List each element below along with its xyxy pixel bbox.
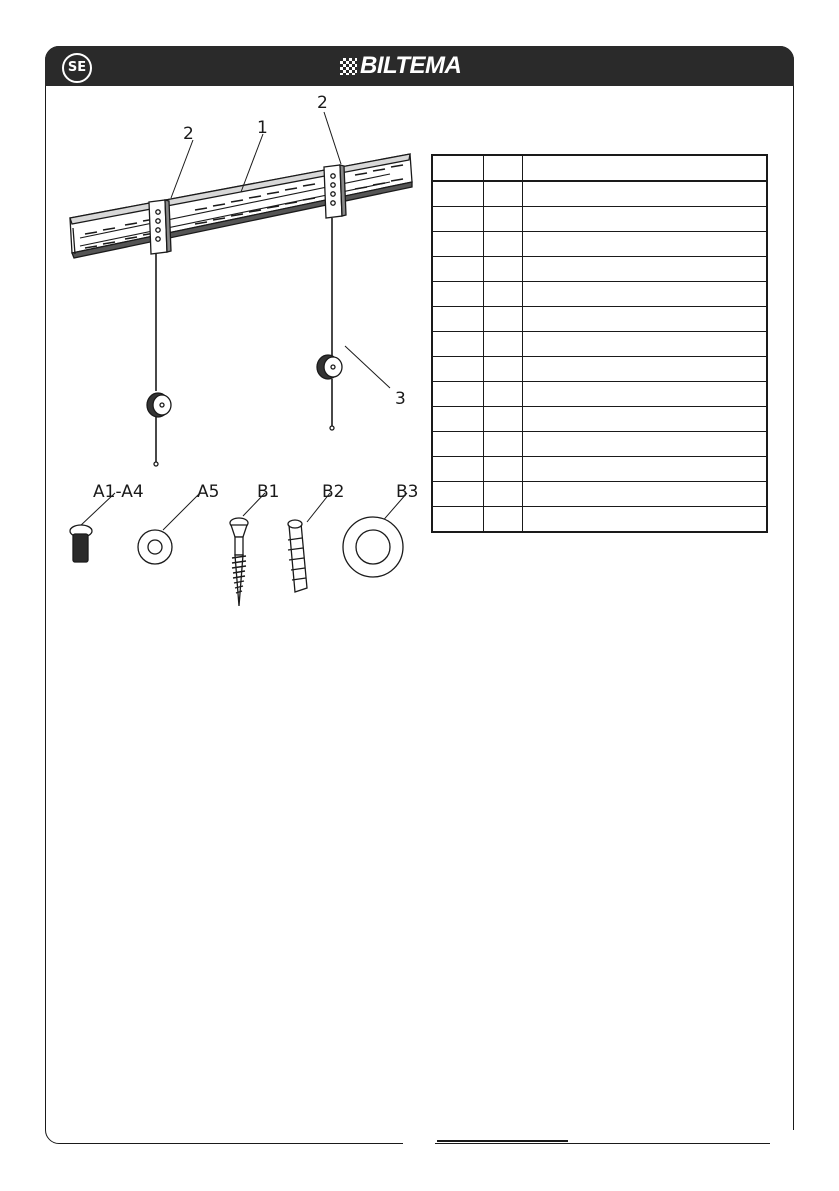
- table-cell: [523, 232, 768, 257]
- table-cell: [432, 257, 484, 282]
- table-row: [432, 382, 767, 407]
- table-cell: [523, 382, 768, 407]
- cord-stopper-right: [317, 355, 342, 430]
- table-row: [432, 332, 767, 357]
- label-wall-plug: B2: [322, 482, 345, 502]
- table-row: [432, 207, 767, 232]
- bottom-gap: [403, 1137, 435, 1147]
- table-cell: [523, 482, 768, 507]
- table-cell: [484, 232, 523, 257]
- table-row: [432, 232, 767, 257]
- table-cell: [432, 407, 484, 432]
- bracket-right: [324, 165, 346, 356]
- table-cell: [523, 357, 768, 382]
- brand-name: BILTEMA: [360, 52, 462, 79]
- label-washer-large: B3: [396, 482, 419, 502]
- table-cell: [523, 432, 768, 457]
- checkered-flag-icon: [340, 58, 357, 75]
- table-cell: [432, 207, 484, 232]
- table-cell: [484, 181, 523, 207]
- label-rail: 1: [257, 118, 268, 138]
- label-bracket-right: 2: [317, 93, 328, 113]
- label-wood-screw: B1: [257, 482, 280, 502]
- table-cell: [484, 155, 523, 181]
- table-cell: [523, 407, 768, 432]
- label-washer-small: A5: [197, 482, 220, 502]
- table-cell: [432, 282, 484, 307]
- table-cell: [484, 332, 523, 357]
- table-row: [432, 257, 767, 282]
- washer-large-icon: [343, 517, 403, 577]
- bracket-left: [149, 200, 171, 391]
- table-row: [432, 181, 767, 207]
- table-cell: [432, 507, 484, 533]
- table-row: [432, 282, 767, 307]
- table-cell: [523, 507, 768, 533]
- screw-a-icon: [70, 525, 92, 562]
- assembly-diagram: [45, 88, 425, 618]
- table-cell: [523, 282, 768, 307]
- table-cell: [484, 432, 523, 457]
- brand-logo: [340, 54, 461, 78]
- table-row: [432, 507, 767, 533]
- table-cell: [523, 332, 768, 357]
- wood-screw-icon: [230, 518, 248, 606]
- table-row: [432, 155, 767, 181]
- table-cell: [484, 507, 523, 533]
- table-cell: [432, 181, 484, 207]
- bottom-line: [437, 1140, 568, 1142]
- table-cell: [432, 457, 484, 482]
- table-cell: [523, 181, 768, 207]
- table-row: [432, 457, 767, 482]
- table-cell: [432, 482, 484, 507]
- table-cell: [432, 357, 484, 382]
- table-cell: [484, 357, 523, 382]
- table-cell: [432, 382, 484, 407]
- table-cell: [523, 257, 768, 282]
- table-cell: [523, 207, 768, 232]
- table-cell: [484, 482, 523, 507]
- table-cell: [523, 307, 768, 332]
- table-cell: [432, 232, 484, 257]
- wall-rail: [70, 154, 412, 258]
- parts-table: [431, 154, 768, 533]
- table-row: [432, 482, 767, 507]
- label-bracket-left: 2: [183, 124, 194, 144]
- bottom-corner-gap: [770, 1130, 800, 1150]
- table-cell: [523, 155, 768, 181]
- table-cell: [432, 432, 484, 457]
- table-row: [432, 432, 767, 457]
- table-cell: [484, 457, 523, 482]
- table-cell: [432, 307, 484, 332]
- wall-plug-icon: [288, 520, 307, 592]
- table-row: [432, 407, 767, 432]
- table-cell: [484, 382, 523, 407]
- table-row: [432, 357, 767, 382]
- label-cord: 3: [395, 389, 406, 409]
- cord-stopper-left: [147, 393, 171, 466]
- table-row: [432, 307, 767, 332]
- table-cell: [484, 207, 523, 232]
- table-cell: [523, 457, 768, 482]
- washer-small-icon: [138, 530, 172, 564]
- table-cell: [484, 307, 523, 332]
- table-cell: [484, 257, 523, 282]
- label-screws-a: A1-A4: [93, 482, 144, 502]
- language-badge: SE: [62, 53, 92, 83]
- table-cell: [484, 282, 523, 307]
- table-cell: [484, 407, 523, 432]
- table-cell: [432, 332, 484, 357]
- table-cell: [432, 155, 484, 181]
